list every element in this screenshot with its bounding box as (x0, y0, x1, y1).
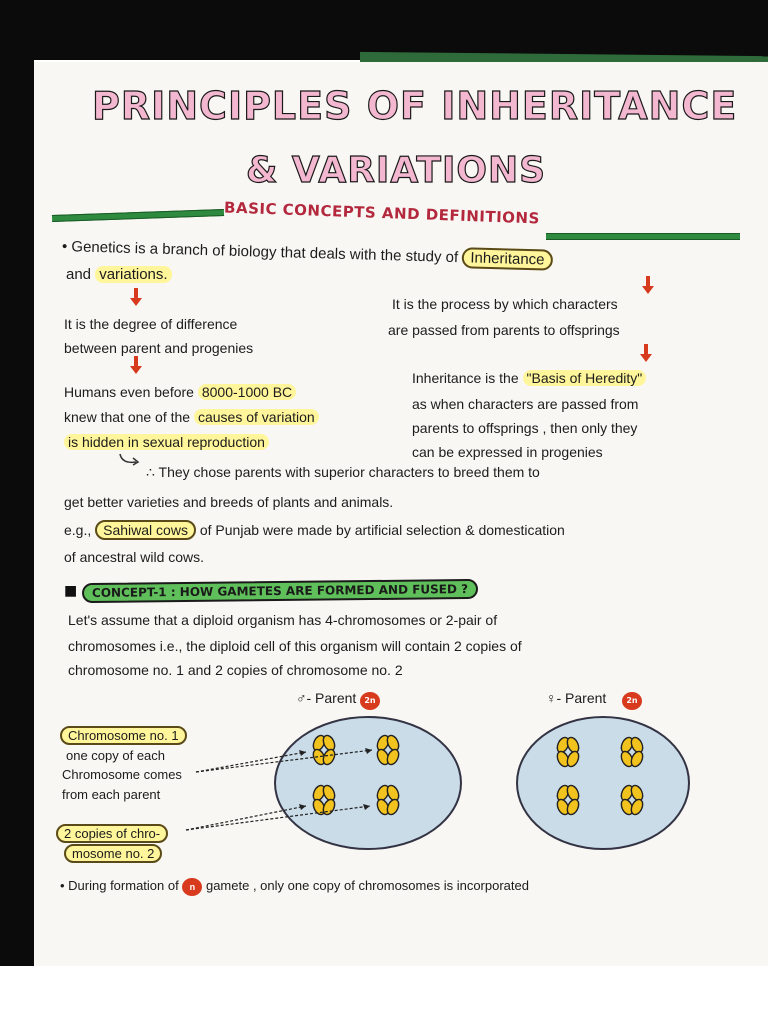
male-parent-cell (274, 716, 462, 850)
basis-of-heredity-highlight: "Basis of Heredity" (523, 370, 647, 386)
inheritance-highlight: Inheritance (462, 247, 553, 271)
page-title-line1: PRINCIPLES OF INHERITANCE (92, 84, 738, 128)
note1-title: Chromosome no. 1 (60, 728, 187, 743)
down-arrow-icon (130, 356, 142, 374)
down-arrow-icon (640, 344, 652, 362)
example-line2: of ancestral wild cows. (64, 549, 205, 565)
male-parent-label: ♂- Parent (296, 690, 357, 706)
variations-highlight: variations. (95, 266, 171, 283)
concept-line2: chromosomes i.e., the diploid cell of this organism will contain 2 copies of (68, 638, 522, 654)
variation-def-line1: It is the degree of difference (64, 316, 238, 332)
humans-line3 (64, 434, 269, 450)
male-ploidy-badge: 2n (360, 692, 380, 710)
note2-line2: mosome no. 2 (64, 846, 162, 861)
genetics-line1: • Genetics is a branch of biology that deals with the study of Inheritance (62, 238, 553, 269)
note1-line2: Chromosome comes (62, 767, 182, 782)
example-line1: e.g., Sahiwal cows of Punjab were made by artificial selection & domestication (64, 522, 565, 538)
page-title-line2: & VARIATIONS (246, 150, 546, 191)
section-band-right (546, 233, 740, 240)
therefore-line1: ∴ They chose parents with superior characters to breed them to (146, 464, 540, 480)
humans-line1: Humans even before 8000-1000 BC (64, 384, 296, 400)
left-background (0, 0, 34, 1024)
heredity-line4: can be expressed in progenies (412, 444, 603, 460)
top-background (0, 0, 768, 60)
date-highlight: 8000-1000 BC (198, 384, 296, 400)
haploid-badge: n (182, 878, 202, 896)
concept-heading (64, 580, 478, 601)
variation-def-line2: between parent and progenies (64, 340, 254, 356)
concept-line1: Let's assume that a diploid organism has 4-chromosomes or 2-pair of (68, 612, 498, 628)
inheritance-def-line2: are passed from parents to offsprings (388, 322, 620, 338)
down-arrow-icon (642, 276, 654, 294)
concept-label: CONCEPT-1 : HOW GAMETES ARE FORMED AND FUSED ? (82, 579, 478, 603)
gamete-line: • During formation of n gamete , only one copy of chromosomes is incorporated (60, 878, 529, 896)
inheritance-def-line1: It is the process by which characters (392, 296, 618, 312)
female-parent-cell (516, 716, 690, 850)
note2-line1: 2 copies of chro- (56, 826, 168, 841)
note1-line3: from each parent (62, 787, 161, 802)
section-header: BASIC CONCEPTS AND DEFINITIONS (223, 198, 541, 228)
curved-arrow-icon (118, 452, 142, 468)
sexual-reproduction-highlight: is hidden in sexual reproduction (64, 434, 269, 450)
sahiwal-highlight: Sahiwal cows (95, 520, 196, 540)
note1-line1: one copy of each (66, 748, 166, 763)
concept-line3: chromosome no. 1 and 2 copies of chromosome no. 2 (68, 662, 403, 678)
heredity-line3: parents to offsprings , then only they (412, 420, 638, 436)
bullet-icon: ■ (64, 583, 78, 599)
heredity-line1: Inheritance is the "Basis of Heredity" (412, 370, 646, 386)
therefore-line2: get better varieties and breeds of plants and animals. (64, 494, 394, 510)
female-parent-label: ♀- Parent (546, 690, 607, 706)
down-arrow-icon (130, 288, 142, 306)
heredity-line2: as when characters are passed from (412, 396, 639, 412)
female-ploidy-badge: 2n (622, 692, 642, 710)
genetics-line2: and variations. (66, 266, 172, 283)
bottom-background (0, 966, 768, 1024)
humans-line2: knew that one of the causes of variation (64, 409, 319, 425)
causes-highlight: causes of variation (194, 409, 319, 425)
